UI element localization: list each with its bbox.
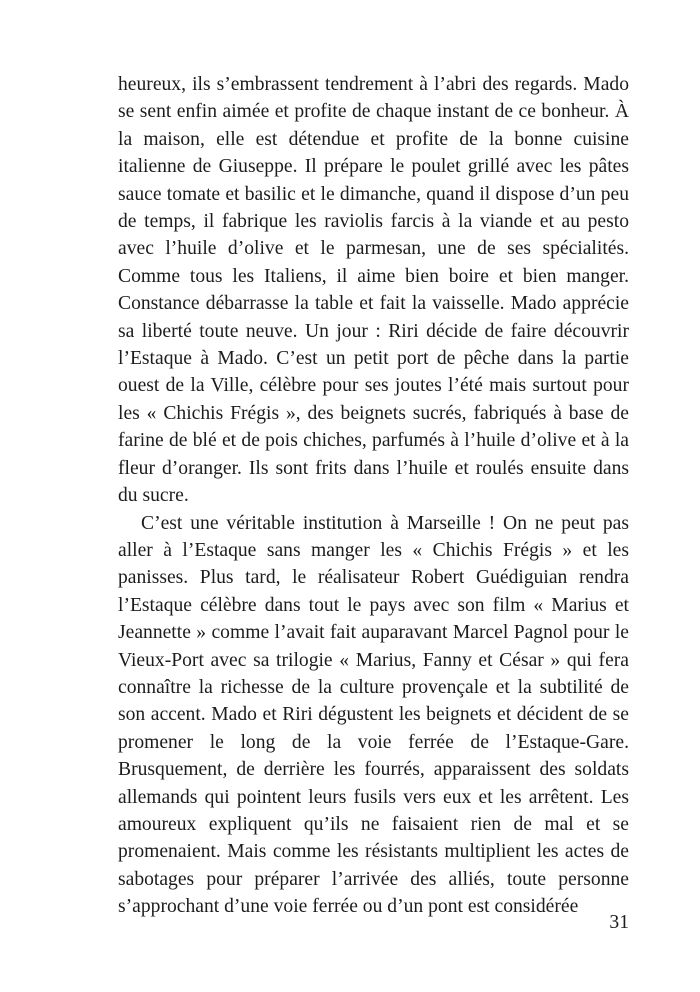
page-body <box>118 71 629 921</box>
paragraph-continued: heureux, ils s’embrassent tendrement à l’abri des regards. Mado se sent enfin aimée et profite de chaque instant de ce bonheur. À la maison, elle est détendue et profite de la bonne cuisine italienne de Giuseppe. Il prépare le poulet grillé avec les pâtes sauce tomate et basilic et le dimanche, quand il dispose d’un peu de temps, il fabrique les raviolis farcis à la viande et au pesto avec l’huile d’olive et le parmesan, une de ses spécialités. Comme tous les Italiens, il aime bien boire et bien manger. Constance débarrasse la table et fait la vaisselle. Mado apprécie sa liberté toute neuve. Un jour : Riri décide de faire découvrir l’Estaque à Mado. C’est un petit port de pêche dans la partie ouest de la Ville, célèbre pour ses joutes l’été mais surtout pour les « Chichis Frégis », des beignets sucrés, fabriqués à base de farine de blé et de pois chiches, parfumés à l’huile d’olive et à la fleur d’oranger. Ils sont frits dans l’huile et roulés ensuite dans du sucre. <box>118 74 629 507</box>
page-number: 31 <box>609 912 629 933</box>
paragraph-estaque-institution: C’est une véritable institution à Marseille ! On ne peut pas aller à l’Estaque sans manger les « Chichis Frégis » et les panisses. Plus tard, le réalisateur Robert Guédiguian rendra l’Estaque célèbre dans tout le pays avec son film « Marius et Jeannette » comme l’avait fait auparavant Marcel Pagnol pour le Vieux-Port avec sa trilogie « Marius, Fanny et César » qui fera connaître la richesse de la culture provençale et la subtilité de son accent. Mado et Riri dégustent les beignets et décident de se promener le long de la voie ferrée de l’Estaque-Gare. Brusquement, de derrière les fourrés, apparaissent des soldats allemands qui pointent leurs fusils vers eux et les arrêtent. Les amoureux expliquent qu’ils ne faisaient rien de mal et se promenaient. Mais comme les résistants multiplient les actes de sabotages pour préparer l’arrivée des alliés, toute personne s’approchant d’une voie ferrée ou d’un pont est considérée <box>118 512 629 918</box>
